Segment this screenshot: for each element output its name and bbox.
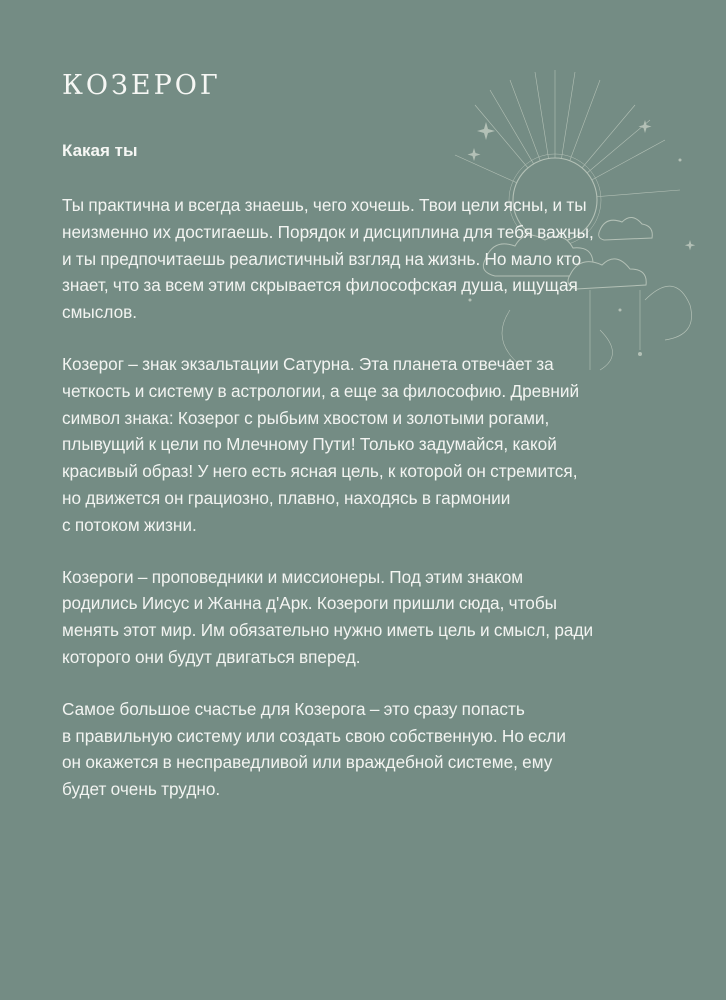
paragraph-4	[62, 696, 652, 803]
paragraph-1	[62, 192, 652, 326]
text-line: красивый образ! У него есть ясная цель, к которой он стремится,	[62, 461, 578, 482]
text-line: четкость и систему в астрологии, а еще за философию. Древний	[62, 380, 580, 401]
page-title: КОЗЕРОГ	[62, 70, 221, 101]
text-line: символ знака: Козерог с рыбьим хвостом и золотыми рогами,	[62, 407, 550, 428]
text-line: но движется он грациозно, плавно, находясь в гармонии	[62, 487, 511, 508]
text-line: Козероги – проповедники и миссионеры. Под этим знаком	[62, 566, 524, 587]
text-line: с потоком жизни.	[62, 514, 197, 535]
text-line: в правильную систему или создать свою собственную. Но если	[62, 725, 566, 746]
text-line: неизменно их достигаешь. Порядок и дисциплина для тебя важны,	[62, 221, 594, 242]
text-line: Самое большое счастье для Козерога – это сразу попасть	[62, 698, 525, 719]
paragraph-2	[62, 351, 652, 539]
text-line: Козерог – знак экзальтации Сатурна. Эта планета отвечает за	[62, 353, 554, 374]
text-line: которого они будут двигаться вперед.	[62, 646, 361, 667]
section-heading: Какая ты	[62, 141, 138, 160]
paragraph-3	[62, 564, 652, 671]
text-line: смыслов.	[62, 302, 138, 323]
text-line: он окажется в несправедливой или враждебной системе, ему	[62, 752, 553, 773]
text-line: будет очень трудно.	[62, 779, 221, 800]
body-text	[62, 192, 652, 828]
text-line: знает, что за всем этим скрывается философская душа, ищущая	[62, 275, 578, 296]
text-line: плывущий к цели по Млечному Пути! Только задумайся, какой	[62, 434, 557, 455]
text-line: родились Иисус и Жанна д'Арк. Козероги пришли сюда, чтобы	[62, 593, 558, 614]
text-line: и ты предпочитаешь реалистичный взгляд на жизнь. Но мало кто	[62, 248, 582, 269]
text-line: Ты практична и всегда знаешь, чего хочешь. Твои цели ясны, и ты	[62, 195, 587, 215]
text-line: менять этот мир. Им обязательно нужно иметь цель и смысл, ради	[62, 620, 594, 641]
